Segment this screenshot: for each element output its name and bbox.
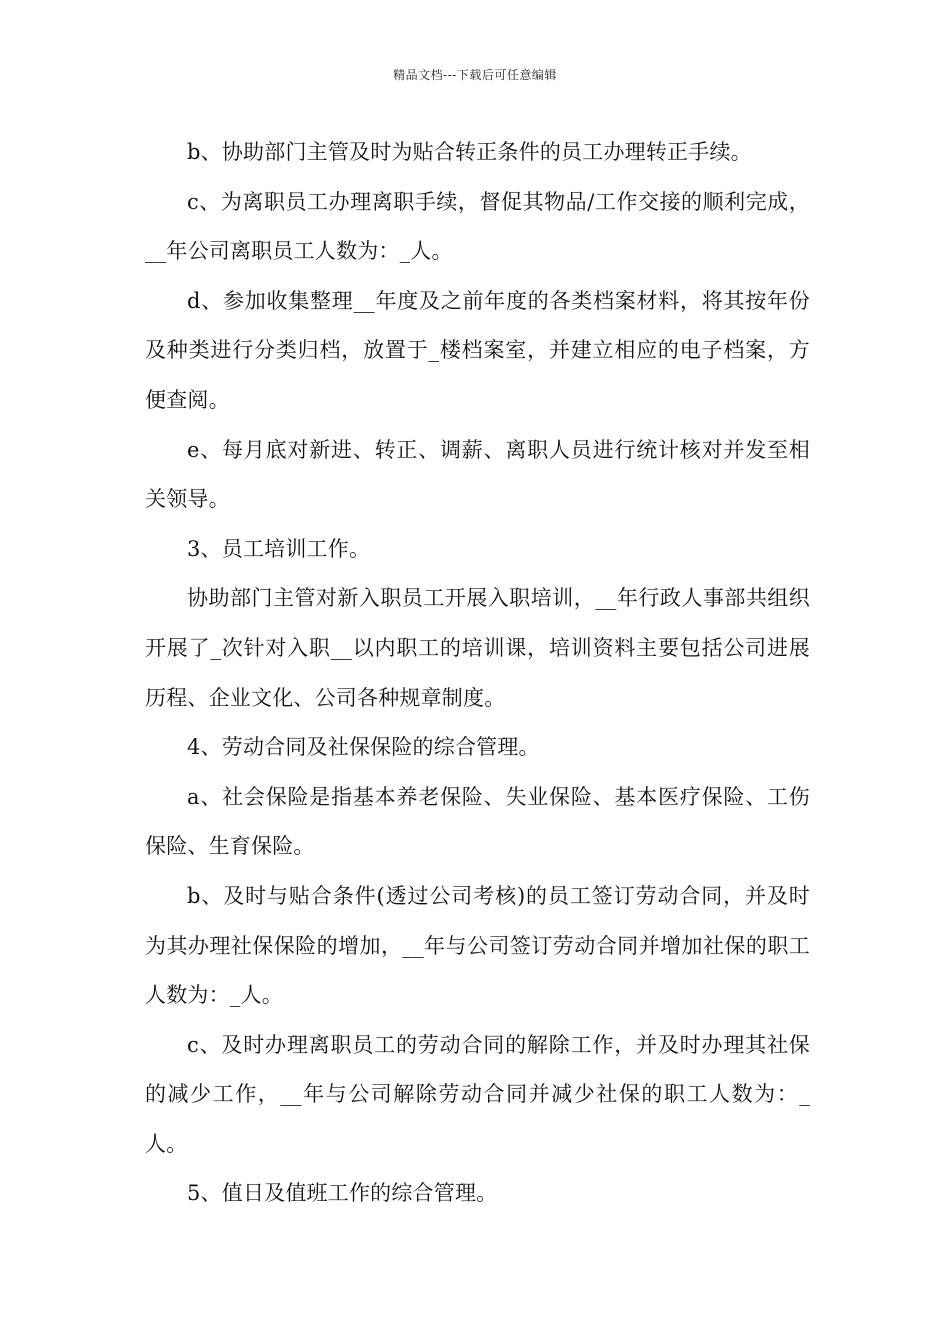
paragraph-training: 协助部门主管对新入职员工开展入职培训，__年行政人事部共组织开展了_次针对入职__以内职工的培训课，培训资料主要包括公司进展历程、企业文化、公司各种规章制度。 <box>145 586 810 710</box>
section-heading-contracts: 4、劳动合同及社保保险的综合管理。 <box>187 735 540 760</box>
paragraph-a-insurance: a、社会保险是指基本养老保险、失业保险、基本医疗保险、工伤保险、生育保险。 <box>145 784 810 859</box>
paragraph-b-contracts: b、及时与贴合条件(透过公司考核)的员工签订劳动合同，并及时为其办理社保保险的增加，__年与公司签订劳动合同并增加社保的职工人数为：_人。 <box>145 883 810 1008</box>
document-body <box>145 128 810 1219</box>
paragraph-c-termination: c、及时办理离职员工的劳动合同的解除工作，并及时办理其社保的减少工作，__年与公司解除劳动合同并减少社保的职工人数为：_人。 <box>145 1032 810 1156</box>
paragraph-c-resignation: c、为离职员工办理离职手续，督促其物品/工作交接的顺利完成，__年公司离职员工人数为：_人。 <box>145 189 810 264</box>
paragraph-b-probation: b、协助部门主管及时为贴合转正条件的员工办理转正手续。 <box>187 140 752 164</box>
page-header: 精品文档---下载后可任意编辑 <box>393 68 557 82</box>
paragraph-e-statistics: e、每月底对新进、转正、调薪、离职人员进行统计核对并发至相关领导。 <box>145 437 810 512</box>
paragraph-d-archives: d、参加收集整理__年度及之前年度的各类档案材料，将其按年份及种类进行分类归档，放置于_楼档案室，并建立相应的电子档案，方便查阅。 <box>145 288 810 412</box>
section-heading-training: 3、员工培训工作。 <box>187 536 371 561</box>
section-heading-duty: 5、值日及值班工作的综合管理。 <box>187 1181 498 1206</box>
